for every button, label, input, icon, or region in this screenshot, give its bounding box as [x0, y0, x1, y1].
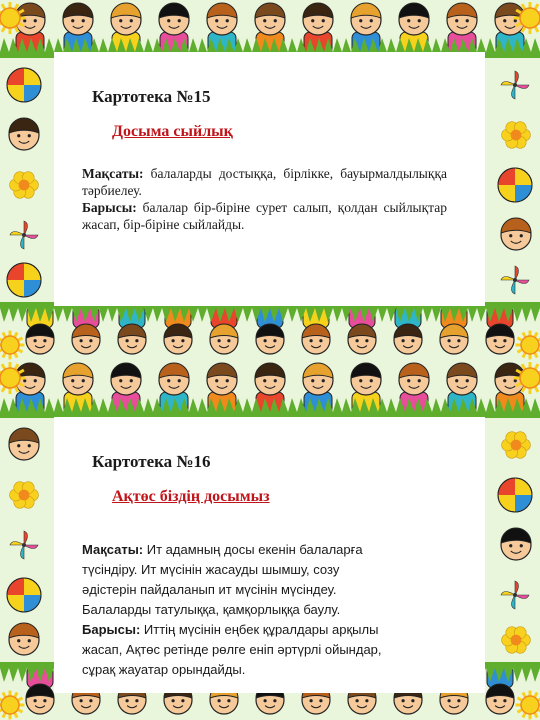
flower-icon [10, 482, 39, 509]
child-face-icon [9, 118, 39, 150]
ball-icon [498, 478, 532, 512]
card-paper [57, 55, 482, 303]
child-face-icon [159, 363, 189, 395]
child-face-icon [256, 324, 284, 354]
flower-icon [502, 122, 531, 149]
ball-icon [7, 68, 41, 102]
child-face-icon [207, 3, 237, 35]
ball-icon [7, 263, 41, 297]
child-face-icon [348, 324, 376, 354]
process-line: сұрақ жауатар орындайды. [82, 662, 246, 677]
child-face-icon [63, 363, 93, 395]
card-paper [57, 420, 482, 690]
child-face-icon [159, 3, 189, 35]
child-face-icon [118, 324, 146, 354]
child-face-icon [207, 363, 237, 395]
child-face-icon [399, 363, 429, 395]
card-title: Картотека №16 [92, 452, 211, 471]
process-line: Иттің мүсінін еңбек құралдары арқылы [143, 622, 379, 637]
child-face-icon [111, 3, 141, 35]
card-subtitle: Ақтөс біздің досымыз [112, 488, 270, 505]
child-face-icon [302, 324, 330, 354]
child-face-icon [164, 324, 192, 354]
child-face-icon [351, 3, 381, 35]
child-face-icon [255, 3, 285, 35]
card-body [82, 540, 457, 680]
child-face-icon [9, 428, 39, 460]
flower-icon [502, 627, 531, 654]
child-face-icon [63, 3, 93, 35]
card-subtitle: Досыма сыйлық [112, 123, 233, 140]
child-face-icon [486, 684, 514, 714]
process-paragraph [82, 620, 457, 640]
child-face-icon [399, 3, 429, 35]
child-face-icon [111, 363, 141, 395]
child-face-icon [255, 363, 285, 395]
card-title: Картотека №15 [92, 87, 211, 106]
child-face-icon [72, 324, 100, 354]
flower-icon [502, 432, 531, 459]
process-paragraph [82, 199, 447, 233]
child-face-icon [303, 3, 333, 35]
process-label: Барысы: [82, 200, 137, 215]
child-face-icon [394, 324, 422, 354]
child-face-icon [501, 528, 531, 560]
child-face-icon [486, 324, 514, 354]
goal-text: балаларды достыққа, бірлікке, бауырмалдылыққа тәрбиелеу. [82, 166, 447, 198]
card-16 [0, 360, 540, 720]
process-line: жасап, Ақтөс ретінде рөлге еніп әртүрлі ойындар, [82, 642, 382, 657]
goal-line: түсіндіру. Ит мүсінін жасауды шымшу, созу [82, 562, 340, 577]
ball-icon [7, 578, 41, 612]
goal-paragraph [82, 165, 447, 199]
goal-line: Балаларды татулыққа, қамқорлыққа баулу. [82, 602, 341, 617]
flower-icon [10, 172, 39, 199]
child-face-icon [26, 324, 54, 354]
child-face-icon [9, 623, 39, 655]
child-face-icon [26, 684, 54, 714]
goal-label: Мақсаты: [82, 166, 144, 181]
goal-line: Ит адамның досы екенін балаларға [146, 542, 363, 557]
goal-line: әдістерін пайдаланып ит мүсінін мүсіндеу. [82, 582, 337, 597]
child-face-icon [501, 218, 531, 250]
child-face-icon [447, 363, 477, 395]
child-face-icon [440, 324, 468, 354]
ball-icon [498, 168, 532, 202]
child-face-icon [447, 3, 477, 35]
child-face-icon [303, 363, 333, 395]
process-text: балалар бір-біріне сурет салып, қолдан сыйлықтар жасап, бір-біріне сыйлайды. [82, 200, 447, 232]
card-body [82, 165, 447, 233]
goal-label: Мақсаты: [82, 542, 144, 557]
child-face-icon [351, 363, 381, 395]
child-face-icon [210, 324, 238, 354]
goal-paragraph [82, 540, 457, 560]
process-label: Барысы: [82, 622, 141, 637]
